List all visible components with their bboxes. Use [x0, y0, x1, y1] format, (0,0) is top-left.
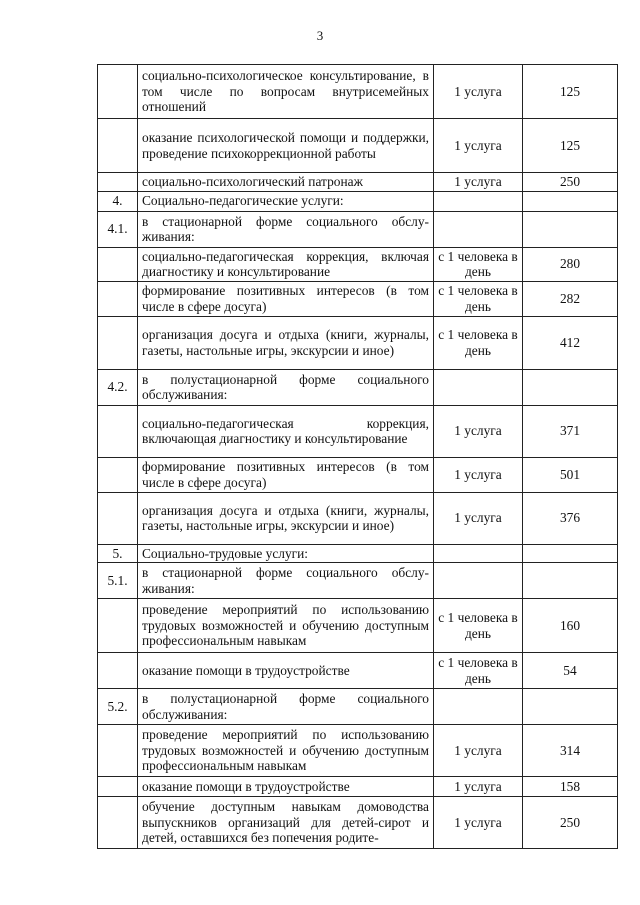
price-cell — [523, 191, 618, 211]
table-row — [98, 247, 618, 281]
service-description-cell: в стационарной форме социального обслуживания: — [138, 211, 434, 247]
unit-of-service-cell: 1 услуга — [434, 797, 523, 849]
service-description-cell: оказание помощи в трудоустройстве — [138, 653, 434, 689]
row-number-cell — [98, 247, 138, 281]
service-description-cell: проведение мероприятий по использованию трудовых возможностей и обучению доступным профессиональным навыкам — [138, 725, 434, 777]
unit-of-service-cell — [434, 191, 523, 211]
service-description-cell: формирование позитивных интересов (в том числе в сфере досуга) — [138, 281, 434, 316]
table-row — [98, 777, 618, 797]
page-number: 3 — [316, 28, 324, 43]
row-number-cell: 4.1. — [98, 211, 138, 247]
service-description-cell: Социально-педагогические услуги: — [138, 191, 434, 211]
service-description-cell: в полустационарной форме социального обслуживания: — [138, 689, 434, 725]
row-number-cell — [98, 492, 138, 544]
unit-of-service-cell — [434, 563, 523, 599]
table-row — [98, 689, 618, 725]
table-row — [98, 369, 618, 405]
price-cell: 412 — [523, 316, 618, 369]
row-number-cell — [98, 173, 138, 192]
service-description-cell: социально-педагогическая коррекция, включающая диагностику и консультирование — [138, 405, 434, 457]
row-number-cell: 5.2. — [98, 689, 138, 725]
service-description-cell: организация досуга и отдыха (книги, журналы, газеты, настольные игры, экскурсии и иное) — [138, 492, 434, 544]
unit-of-service-cell: 1 услуга — [434, 65, 523, 119]
price-cell — [523, 211, 618, 247]
row-number-cell — [98, 599, 138, 653]
price-cell — [523, 563, 618, 599]
service-description-cell: обучение доступным навыкам домоводства выпускников организаций для детей-сирот и детей, оставшихся без попечения родите- — [138, 797, 434, 849]
service-description-cell: оказание помощи в трудоустройстве — [138, 777, 434, 797]
price-cell — [523, 689, 618, 725]
table-row — [98, 173, 618, 192]
unit-of-service-cell — [434, 211, 523, 247]
unit-of-service-cell — [434, 369, 523, 405]
service-description-cell: социально-психологический патронаж — [138, 173, 434, 192]
row-number-cell — [98, 65, 138, 119]
row-number-cell: 4. — [98, 191, 138, 211]
price-cell: 250 — [523, 173, 618, 192]
price-cell — [523, 369, 618, 405]
price-cell: 158 — [523, 777, 618, 797]
row-number-cell: 4.2. — [98, 369, 138, 405]
price-cell: 376 — [523, 492, 618, 544]
row-number-cell — [98, 119, 138, 173]
unit-of-service-cell: с 1 человека в день — [434, 599, 523, 653]
table-row — [98, 191, 618, 211]
price-cell — [523, 544, 618, 563]
service-description-cell: формирование позитивных интересов (в том числе в сфере досуга) — [138, 457, 434, 492]
service-description-cell: социально-психологическое консультирование, в том числе по вопросам внутрисемейных отношений — [138, 65, 434, 119]
table-row — [98, 797, 618, 849]
row-number-cell — [98, 281, 138, 316]
price-cell: 54 — [523, 653, 618, 689]
table-body — [98, 65, 618, 849]
service-description-cell: Социально-трудовые услуги: — [138, 544, 434, 563]
price-cell: 280 — [523, 247, 618, 281]
table-row — [98, 457, 618, 492]
service-description-cell: проведение мероприятий по использованию трудовых возможностей и обучению доступным профессиональным навыкам — [138, 599, 434, 653]
table-row — [98, 599, 618, 653]
table-row — [98, 119, 618, 173]
row-number-cell — [98, 405, 138, 457]
price-cell: 501 — [523, 457, 618, 492]
table-row — [98, 563, 618, 599]
price-cell: 314 — [523, 725, 618, 777]
row-number-cell — [98, 725, 138, 777]
unit-of-service-cell — [434, 689, 523, 725]
unit-of-service-cell: 1 услуга — [434, 492, 523, 544]
row-number-cell — [98, 797, 138, 849]
table-row — [98, 653, 618, 689]
table-row — [98, 492, 618, 544]
price-cell: 282 — [523, 281, 618, 316]
row-number-cell — [98, 653, 138, 689]
unit-of-service-cell: 1 услуга — [434, 777, 523, 797]
table-row — [98, 544, 618, 563]
row-number-cell — [98, 316, 138, 369]
service-description-cell: в полустационарной форме социального обслуживания: — [138, 369, 434, 405]
table-row — [98, 65, 618, 119]
price-cell: 125 — [523, 65, 618, 119]
unit-of-service-cell: 1 услуга — [434, 173, 523, 192]
price-cell: 371 — [523, 405, 618, 457]
unit-of-service-cell: с 1 человека в день — [434, 316, 523, 369]
table-row — [98, 405, 618, 457]
service-description-cell: организация досуга и отдыха (книги, журналы, газеты, настольные игры, экскурсии и иное) — [138, 316, 434, 369]
row-number-cell: 5.1. — [98, 563, 138, 599]
unit-of-service-cell — [434, 544, 523, 563]
row-number-cell — [98, 457, 138, 492]
unit-of-service-cell: 1 услуга — [434, 119, 523, 173]
table-row — [98, 316, 618, 369]
service-description-cell: социально-педагогическая коррекция, включая диагностику и консультирование — [138, 247, 434, 281]
row-number-cell — [98, 777, 138, 797]
unit-of-service-cell: 1 услуга — [434, 405, 523, 457]
services-price-table — [97, 64, 618, 849]
table-row — [98, 281, 618, 316]
price-cell: 160 — [523, 599, 618, 653]
service-description-cell: в стационарной форме социального обслуживания: — [138, 563, 434, 599]
price-cell: 125 — [523, 119, 618, 173]
service-description-cell: оказание психологической помощи и поддержки, проведение психокоррекционной работы — [138, 119, 434, 173]
unit-of-service-cell: с 1 человека в день — [434, 247, 523, 281]
unit-of-service-cell: с 1 человека в день — [434, 281, 523, 316]
unit-of-service-cell: 1 услуга — [434, 457, 523, 492]
row-number-cell: 5. — [98, 544, 138, 563]
price-cell: 250 — [523, 797, 618, 849]
table-row — [98, 211, 618, 247]
unit-of-service-cell: 1 услуга — [434, 725, 523, 777]
table-row — [98, 725, 618, 777]
unit-of-service-cell: с 1 человека в день — [434, 653, 523, 689]
